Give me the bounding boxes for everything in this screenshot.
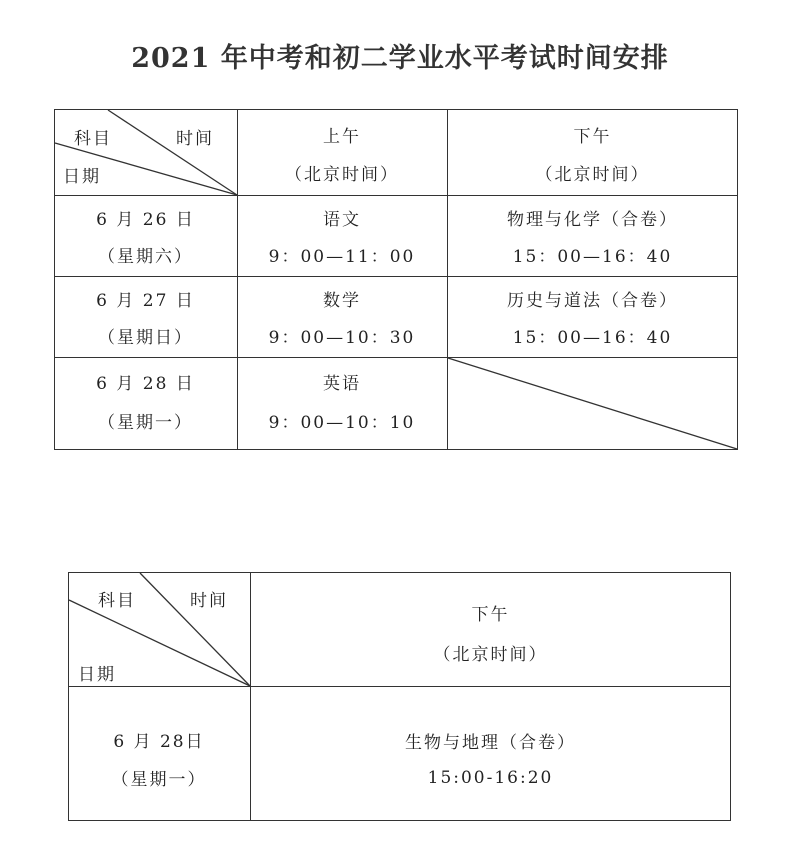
weekday-text: （星期一） <box>98 413 193 433</box>
header-am-note: （北京时间） <box>285 164 399 185</box>
corner-date-label: 日期 <box>78 665 116 685</box>
header-pm-note: （北京时间） <box>535 164 650 185</box>
page-title: 2021 年中考和初二学业水平考试时间安排 <box>131 43 669 74</box>
table-row-pm <box>250 720 731 796</box>
subject-text: 物理与化学（合卷） <box>507 210 678 230</box>
subject-text: 英语 <box>323 374 361 394</box>
corner-subject-label: 科目 <box>98 591 136 611</box>
table-row-date <box>68 720 250 796</box>
corner-subject-label: 科目 <box>74 129 112 149</box>
date-text: 6 月 28 日 <box>96 374 195 394</box>
weekday-text: （星期六） <box>98 247 193 267</box>
subject-text: 生物与地理（合卷） <box>405 732 576 753</box>
header-am-label: 上午 <box>323 126 361 147</box>
date-text: 6 月 27 日 <box>96 291 195 311</box>
time-text: 15:00-16:20 <box>427 768 554 789</box>
time-text: 15：00—16：40 <box>512 328 673 348</box>
corner-time-label: 时间 <box>176 129 214 149</box>
header-pm <box>250 592 731 672</box>
subject-text: 语文 <box>323 210 361 230</box>
header-pm-label: 下午 <box>573 126 612 147</box>
time-text: 9：00—10：30 <box>268 328 416 348</box>
header-pm-label: 下午 <box>471 604 510 625</box>
weekday-text: （星期日） <box>98 328 193 348</box>
date-text: 6 月 26 日 <box>96 210 195 230</box>
corner-date-label: 日期 <box>63 167 101 187</box>
time-text: 15：00—16：40 <box>512 247 673 267</box>
time-text: 9：00—10：10 <box>268 413 416 433</box>
subject-text: 数学 <box>323 291 361 311</box>
subject-text: 历史与道法（合卷） <box>507 291 678 311</box>
header-pm-note: （北京时间） <box>433 644 548 665</box>
time-text: 9：00—11：00 <box>268 247 416 267</box>
date-text: 6 月 28日 <box>113 731 205 752</box>
corner-time-label: 时间 <box>190 591 228 611</box>
weekday-text: （星期一） <box>111 769 207 790</box>
